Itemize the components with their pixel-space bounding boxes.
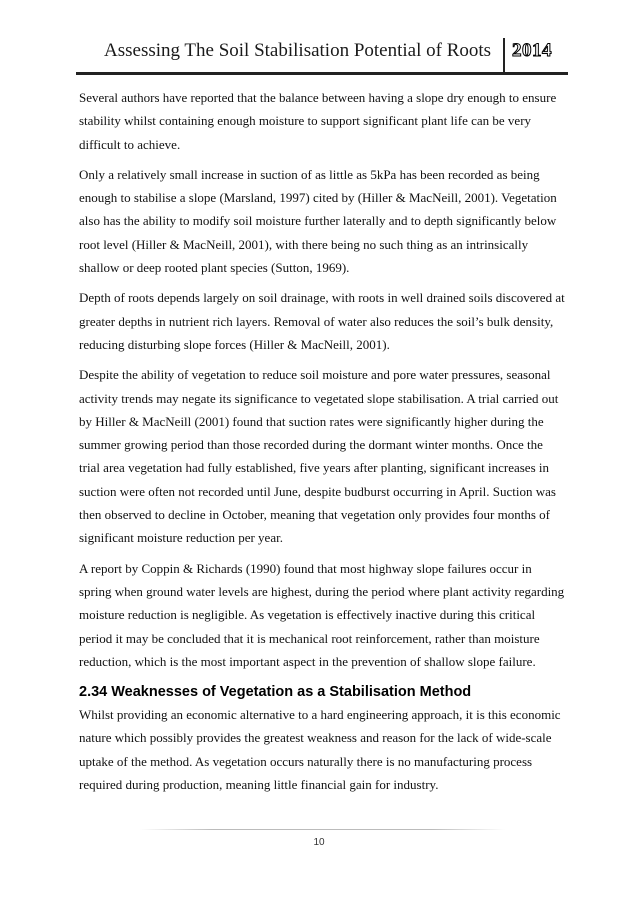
page-number: 10: [313, 837, 325, 848]
page-header: [76, 38, 568, 74]
body-text: [79, 86, 567, 803]
section-paragraph: Whilst providing an economic alternative to a hard engineering approach, it is this economic nature which possibly provides the greatest weakness and reason for the lack of wide-scale uptake of the method. As vegetation occurs naturally there is no manufacturing process required during production, meaning little financial gain for industry.: [79, 707, 561, 793]
section-heading: 2.34 Weaknesses of Vegetation as a Stabilisation Method: [79, 684, 472, 701]
paragraph: Depth of roots depends largely on soil drainage, with roots in well drained soils discovered at greater depths in nutrient rich layers. Removal of water also reduces the soil’s bulk density, reducing disturbing slope forces (Hiller & MacNeill, 2001).: [79, 290, 565, 352]
header-year: 2014: [512, 40, 552, 61]
paragraph: Several authors have reported that the balance between having a slope dry enough to ensure stability whilst containing enough moisture to support significant plant life can be very difficult to achieve.: [79, 90, 557, 152]
header-title: Assessing The Soil Stabilisation Potential of Roots: [104, 40, 492, 61]
header-rule: [76, 72, 568, 75]
paragraph: Despite the ability of vegetation to reduce soil moisture and pore water pressures, seasonal activity trends may negate its significance to vegetated slope stabilisation. A trial carried out by Hiller & MacNeill (2001) found that suction rates were significantly higher during the summer growing period than those recorded during the dormant winter months. Once the trial area vegetation had fully established, five years after planting, significant increases in suction were often not recorded until June, despite budburst occurring in April. Suction was then observed to decline in October, meaning that vegetation only provides four months of significant moisture reduction per year.: [79, 367, 559, 546]
footer-rule: [140, 829, 505, 830]
header-divider: [503, 38, 505, 74]
paragraph: A report by Coppin & Richards (1990) found that most highway slope failures occur in spring when ground water levels are highest, during the period where plant activity regarding moisture reduction is negligible. As vegetation is effectively inactive during this critical period it may be concluded that it is mechanical root reinforcement, rather than moisture reduction, which is the most important aspect in the prevention of shallow slope failure.: [79, 560, 565, 669]
paragraph: Only a relatively small increase in suction of as little as 5kPa has been recorded as being enough to stabilise a slope (Marsland, 1997) cited by (Hiller & MacNeill, 2001). Vegetation also has the ability to modify soil moisture further laterally and to depth significantly below root level (Hiller & MacNeill, 2001), with there being no such thing as an intrinsically shallow or deep rooted plant species (Sutton, 1969).: [79, 166, 557, 276]
